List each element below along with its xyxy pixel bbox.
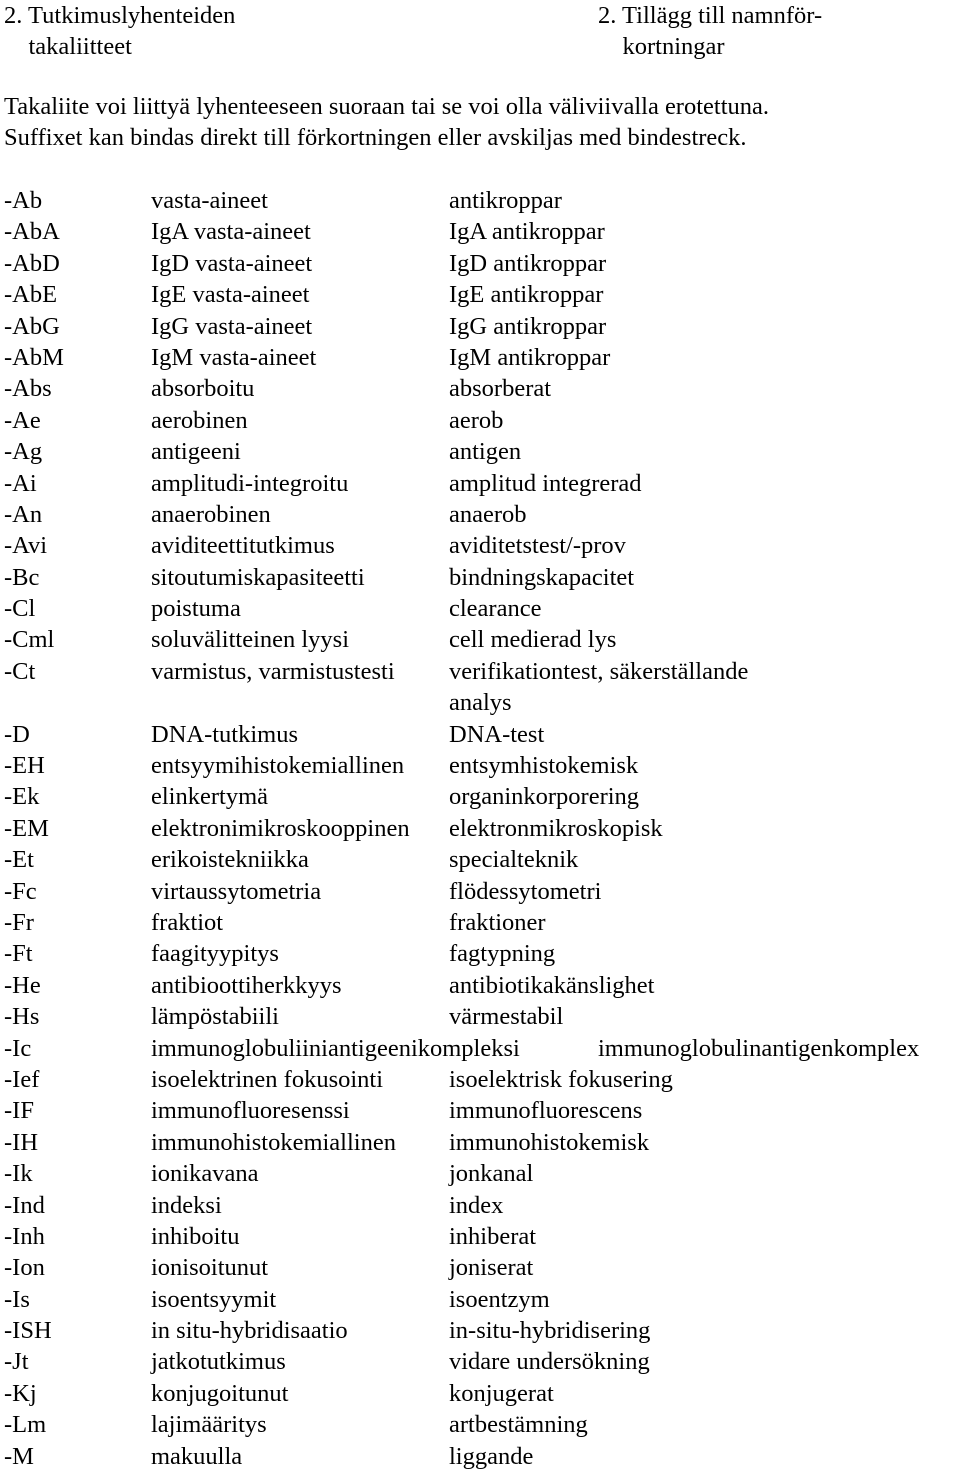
table-row — [0, 907, 960, 938]
finnish-term: vasta-aineet — [151, 187, 268, 214]
swedish-term: IgG antikroppar — [449, 312, 607, 340]
swedish-term: verifikationtest, säkerställande — [449, 657, 749, 685]
table-row — [0, 781, 960, 812]
table-row — [0, 1158, 960, 1189]
suffix-abbreviation: -Ion — [4, 1254, 45, 1282]
suffix-abbreviation: -Ik — [4, 1160, 33, 1188]
table-row — [0, 1190, 960, 1221]
suffix-abbreviation: -IH — [4, 1128, 39, 1156]
finnish-term: elektronimikroskooppinen — [151, 814, 410, 842]
table-row — [0, 499, 960, 530]
suffix-abbreviation: -Ct — [4, 657, 36, 685]
finnish-term: ionikavana — [151, 1160, 259, 1188]
table-row — [0, 436, 960, 467]
table-row — [0, 1284, 960, 1315]
table-row — [0, 938, 960, 969]
finnish-term: antigeeni — [151, 438, 241, 466]
swedish-term: artbestämning — [449, 1411, 588, 1439]
swedish-term: inhiberat — [449, 1222, 537, 1250]
table-row — [0, 1127, 960, 1158]
finnish-term: soluvälitteinen lyysi — [151, 626, 350, 654]
swedish-term: aviditetstest/-prov — [449, 532, 626, 560]
finnish-term: isoelektrinen fokusointi — [151, 1065, 384, 1093]
swedish-term: vidare undersökning — [449, 1348, 650, 1376]
suffix-abbreviation: -Fr — [4, 908, 34, 936]
swedish-term: immunohistokemisk — [449, 1128, 650, 1156]
suffix-abbreviation: -Ae — [4, 406, 41, 434]
table-row — [0, 687, 960, 718]
finnish-term: fraktiot — [151, 908, 224, 936]
finnish-term: jatkotutkimus — [151, 1348, 286, 1376]
swedish-term: absorberat — [449, 375, 552, 403]
table-row — [0, 813, 960, 844]
table-row — [0, 1441, 960, 1472]
finnish-term: immunohistokemiallinen — [151, 1128, 396, 1156]
table-row — [0, 593, 960, 624]
table-row — [0, 1001, 960, 1032]
swedish-term: aerob — [449, 406, 504, 434]
suffix-abbreviation: -EM — [4, 814, 49, 842]
swedish-term: amplitud integrerad — [449, 469, 642, 497]
suffix-abbreviation: -Ag — [4, 438, 43, 466]
table-row — [0, 750, 960, 781]
finnish-term: IgG vasta-aineet — [151, 312, 313, 340]
swedish-term: clearance — [449, 595, 542, 623]
finnish-term: varmistus, varmistustesti — [151, 657, 395, 685]
suffix-abbreviation: -Inh — [4, 1222, 45, 1250]
table-row — [0, 656, 960, 687]
finnish-term: IgA vasta-aineet — [151, 218, 311, 246]
finnish-term: aviditeettitutkimus — [151, 532, 335, 560]
finnish-term: lajimääritys — [151, 1411, 267, 1439]
finnish-term: sitoutumiskapasiteetti — [151, 563, 365, 591]
suffix-abbreviation: -AbE — [4, 281, 58, 309]
swedish-term: konjugerat — [449, 1379, 554, 1407]
swedish-term: specialteknik — [449, 846, 579, 874]
swedish-term: bindningskapacitet — [449, 563, 635, 591]
suffix-abbreviation: -D — [4, 720, 30, 748]
swedish-term: elektronmikroskopisk — [449, 814, 663, 842]
suffix-abbreviation: -Is — [4, 1285, 30, 1313]
swedish-term: IgD antikroppar — [449, 249, 607, 277]
table-row — [0, 624, 960, 655]
finnish-term: indeksi — [151, 1191, 222, 1219]
swedish-term: antikroppar — [449, 187, 562, 214]
swedish-term: analys — [449, 689, 512, 717]
table-row — [0, 1409, 960, 1440]
finnish-term: makuulla — [151, 1442, 243, 1470]
swedish-term: anaerob — [449, 500, 527, 528]
suffix-abbreviation: -Avi — [4, 532, 48, 560]
table-row — [0, 844, 960, 875]
finnish-term: faagityypitys — [151, 940, 279, 968]
swedish-term: immunoglobulinantigenkomplex — [598, 1034, 920, 1062]
suffix-abbreviation: -Jt — [4, 1348, 29, 1376]
suffix-abbreviation: -ISH — [4, 1317, 52, 1345]
swedish-term: isoelektrisk fokusering — [449, 1065, 673, 1093]
swedish-term: antibiotikakänslighet — [449, 971, 655, 999]
swedish-term: entsymhistokemisk — [449, 752, 639, 780]
finnish-term: IgD vasta-aineet — [151, 249, 313, 277]
suffix-abbreviation: -AbG — [4, 312, 60, 340]
suffix-abbreviation: -Et — [4, 846, 34, 874]
swedish-term: IgA antikroppar — [449, 218, 605, 246]
table-row — [0, 311, 960, 342]
table-row — [0, 1378, 960, 1409]
table-row — [0, 530, 960, 561]
suffix-abbreviation: -Ief — [4, 1065, 40, 1093]
suffix-abbreviation: -Ic — [4, 1034, 32, 1062]
suffix-abbreviation: -AbM — [4, 343, 64, 371]
suffix-abbreviation: -An — [4, 500, 43, 528]
suffix-abbreviation: -Abs — [4, 375, 52, 403]
finnish-term: aerobinen — [151, 406, 248, 434]
swedish-term: DNA-test — [449, 720, 545, 748]
finnish-term: IgE vasta-aineet — [151, 281, 310, 309]
table-row — [0, 1033, 960, 1064]
table-row — [0, 373, 960, 404]
finnish-term: DNA-tutkimus — [151, 720, 298, 748]
finnish-term: lämpöstabiili — [151, 1003, 279, 1031]
suffix-abbreviation: -Ft — [4, 940, 33, 968]
suffix-abbreviation: -Cl — [4, 595, 36, 623]
suffix-abbreviation: -Ek — [4, 783, 40, 811]
swedish-term: antigen — [449, 438, 522, 466]
table-row — [0, 248, 960, 279]
suffix-table — [0, 185, 960, 1472]
swedish-term: isoentzym — [449, 1285, 550, 1313]
swedish-term: IgM antikroppar — [449, 343, 611, 371]
finnish-term: anaerobinen — [151, 500, 271, 528]
suffix-abbreviation: -Fc — [4, 877, 37, 905]
suffix-abbreviation: -AbA — [4, 218, 60, 246]
table-row — [0, 719, 960, 750]
heading-swedish: 2. Tillägg till namnför- kortningar — [598, 2, 823, 60]
finnish-term: inhiboitu — [151, 1222, 240, 1250]
swedish-term: värmestabil — [449, 1003, 564, 1031]
table-row — [0, 1315, 960, 1346]
finnish-term: ionisoitunut — [151, 1254, 269, 1282]
finnish-term: absorboitu — [151, 375, 255, 403]
table-row — [0, 1346, 960, 1377]
table-row — [0, 279, 960, 310]
swedish-term: immunofluorescens — [449, 1097, 643, 1125]
finnish-term: in situ-hybridisaatio — [151, 1317, 348, 1345]
intro-finnish: Takaliite voi liittyä lyhenteeseen suoraan tai se voi olla väliviivalla erotettuna. — [4, 93, 770, 120]
finnish-term: poistuma — [151, 595, 241, 623]
finnish-term: entsyymihistokemiallinen — [151, 752, 405, 780]
table-row — [0, 876, 960, 907]
finnish-term: IgM vasta-aineet — [151, 343, 317, 371]
swedish-term: liggande — [449, 1442, 534, 1470]
suffix-abbreviation: -IF — [4, 1097, 34, 1125]
suffix-abbreviation: -Lm — [4, 1411, 47, 1439]
swedish-term: jonkanal — [449, 1160, 534, 1188]
finnish-term: konjugoitunut — [151, 1379, 289, 1407]
finnish-term: isoentsyymit — [151, 1285, 277, 1313]
finnish-term: antibioottiherkkyys — [151, 971, 342, 999]
finnish-term: elinkertymä — [151, 783, 269, 811]
finnish-term: immunoglobuliiniantigeenikompleksi — [151, 1034, 520, 1062]
finnish-term: immunofluoresenssi — [151, 1097, 350, 1125]
suffix-abbreviation: -EH — [4, 752, 45, 780]
heading-finnish: 2. Tutkimuslyhenteiden takaliitteet — [4, 2, 236, 60]
swedish-term: fraktioner — [449, 908, 546, 936]
swedish-term: flödessytometri — [449, 877, 602, 905]
table-row — [0, 468, 960, 499]
suffix-abbreviation: -Hs — [4, 1003, 40, 1031]
finnish-term: virtaussytometria — [151, 877, 322, 905]
swedish-term: index — [449, 1191, 504, 1219]
swedish-term: joniserat — [449, 1254, 534, 1282]
swedish-term: fagtypning — [449, 940, 556, 968]
suffix-abbreviation: -AbD — [4, 249, 60, 277]
table-row — [0, 1064, 960, 1095]
table-row — [0, 342, 960, 373]
table-row — [0, 185, 960, 216]
suffix-abbreviation: -He — [4, 971, 41, 999]
table-row — [0, 970, 960, 1001]
finnish-term: erikoistekniikka — [151, 846, 309, 874]
finnish-term: amplitudi-integroitu — [151, 469, 349, 497]
suffix-abbreviation: -Ab — [4, 187, 43, 214]
suffix-abbreviation: -M — [4, 1442, 34, 1470]
table-row — [0, 562, 960, 593]
table-row — [0, 1221, 960, 1252]
suffix-abbreviation: -Ai — [4, 469, 37, 497]
suffix-abbreviation: -Bc — [4, 563, 40, 591]
swedish-term: IgE antikroppar — [449, 281, 604, 309]
swedish-term: in-situ-hybridisering — [449, 1317, 651, 1345]
table-row — [0, 1095, 960, 1126]
suffix-abbreviation: -Ind — [4, 1191, 45, 1219]
swedish-term: cell medierad lys — [449, 626, 617, 654]
table-row — [0, 1252, 960, 1283]
swedish-term: organinkorporering — [449, 783, 640, 811]
intro-swedish: Suffixet kan bindas direkt till förkortningen eller avskiljas med bindestreck. — [4, 124, 747, 151]
table-row — [0, 405, 960, 436]
table-row — [0, 216, 960, 247]
suffix-abbreviation: -Cml — [4, 626, 55, 654]
suffix-abbreviation: -Kj — [4, 1379, 37, 1407]
